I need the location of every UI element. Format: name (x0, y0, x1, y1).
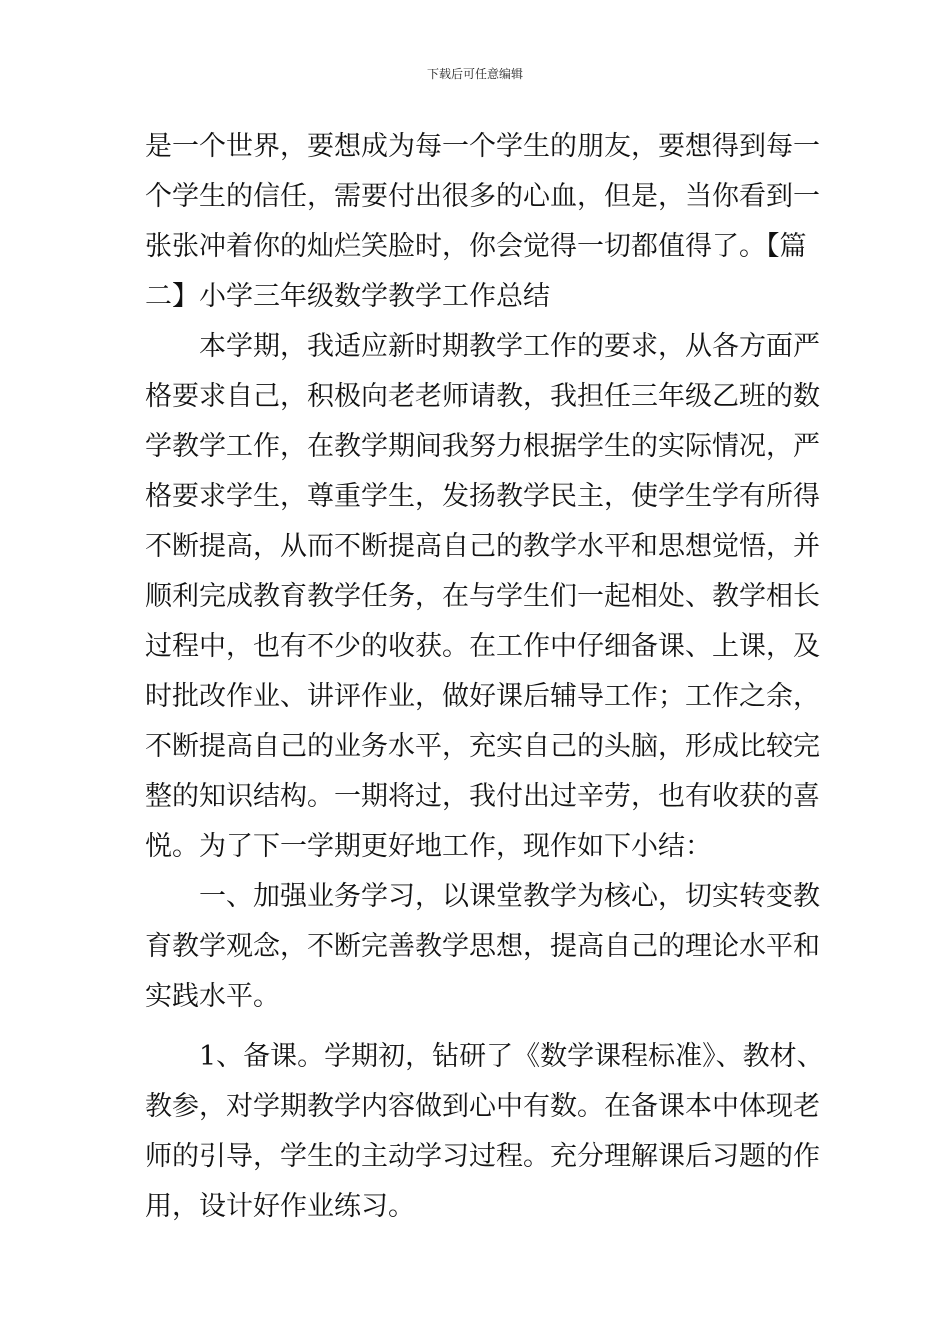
text-line: 学教学工作，在教学期间我努力根据学生的实际情况，严 (145, 431, 820, 462)
text-line: 二】小学三年级数学教学工作总结 (145, 281, 550, 312)
text-line: 过程中，也有不少的收获。在工作中仔细备课、上课，及 (145, 631, 820, 662)
text-line: 不断提高自己的业务水平，充实自己的头脑，形成比较完 (145, 731, 820, 762)
text-line: 悦。为了下一学期更好地工作，现作如下小结： (145, 831, 712, 862)
page-header: 下载后可任意编辑 (426, 67, 523, 81)
text-line: 张张冲着你的灿烂笑脸时，你会觉得一切都值得了。【篇 (145, 231, 807, 262)
paragraph-gap (145, 1022, 807, 1032)
text-line: 格要求自己，积极向老老师请教，我担任三年级乙班的数 (145, 381, 820, 412)
text-line: 时批改作业、讲评作业，做好课后辅导工作；工作之余， (145, 681, 820, 712)
text-line: 个学生的信任，需要付出很多的心血，但是，当你看到一 (145, 181, 820, 212)
document-body (145, 122, 824, 1232)
text-line: 1、备课。学期初，钻研了《数学课程标准》、教材、 (145, 1041, 824, 1072)
text-line: 师的引导，学生的主动学习过程。充分理解课后习题的作 (145, 1141, 820, 1172)
text-line: 不断提高，从而不断提高自己的教学水平和思想觉悟，并 (145, 531, 820, 562)
text-line: 本学期，我适应新时期教学工作的要求，从各方面严 (145, 331, 820, 362)
text-line: 教参，对学期教学内容做到心中有数。在备课本中体现老 (145, 1091, 820, 1122)
text-line: 顺利完成教育教学任务，在与学生们一起相处、教学相长 (145, 581, 820, 612)
text-line: 用，设计好作业练习。 (145, 1191, 415, 1222)
text-line: 实践水平。 (145, 981, 280, 1012)
text-line: 一、加强业务学习，以课堂教学为核心，切实转变教 (145, 881, 820, 912)
text-line: 是一个世界，要想成为每一个学生的朋友，要想得到每一 (145, 131, 820, 162)
text-line: 育教学观念，不断完善教学思想，提高自己的理论水平和 (145, 931, 820, 962)
text-line: 格要求学生，尊重学生，发扬教学民主，使学生学有所得 (145, 481, 820, 512)
text-line: 整的知识结构。一期将过，我付出过辛劳，也有收获的喜 (145, 781, 820, 812)
